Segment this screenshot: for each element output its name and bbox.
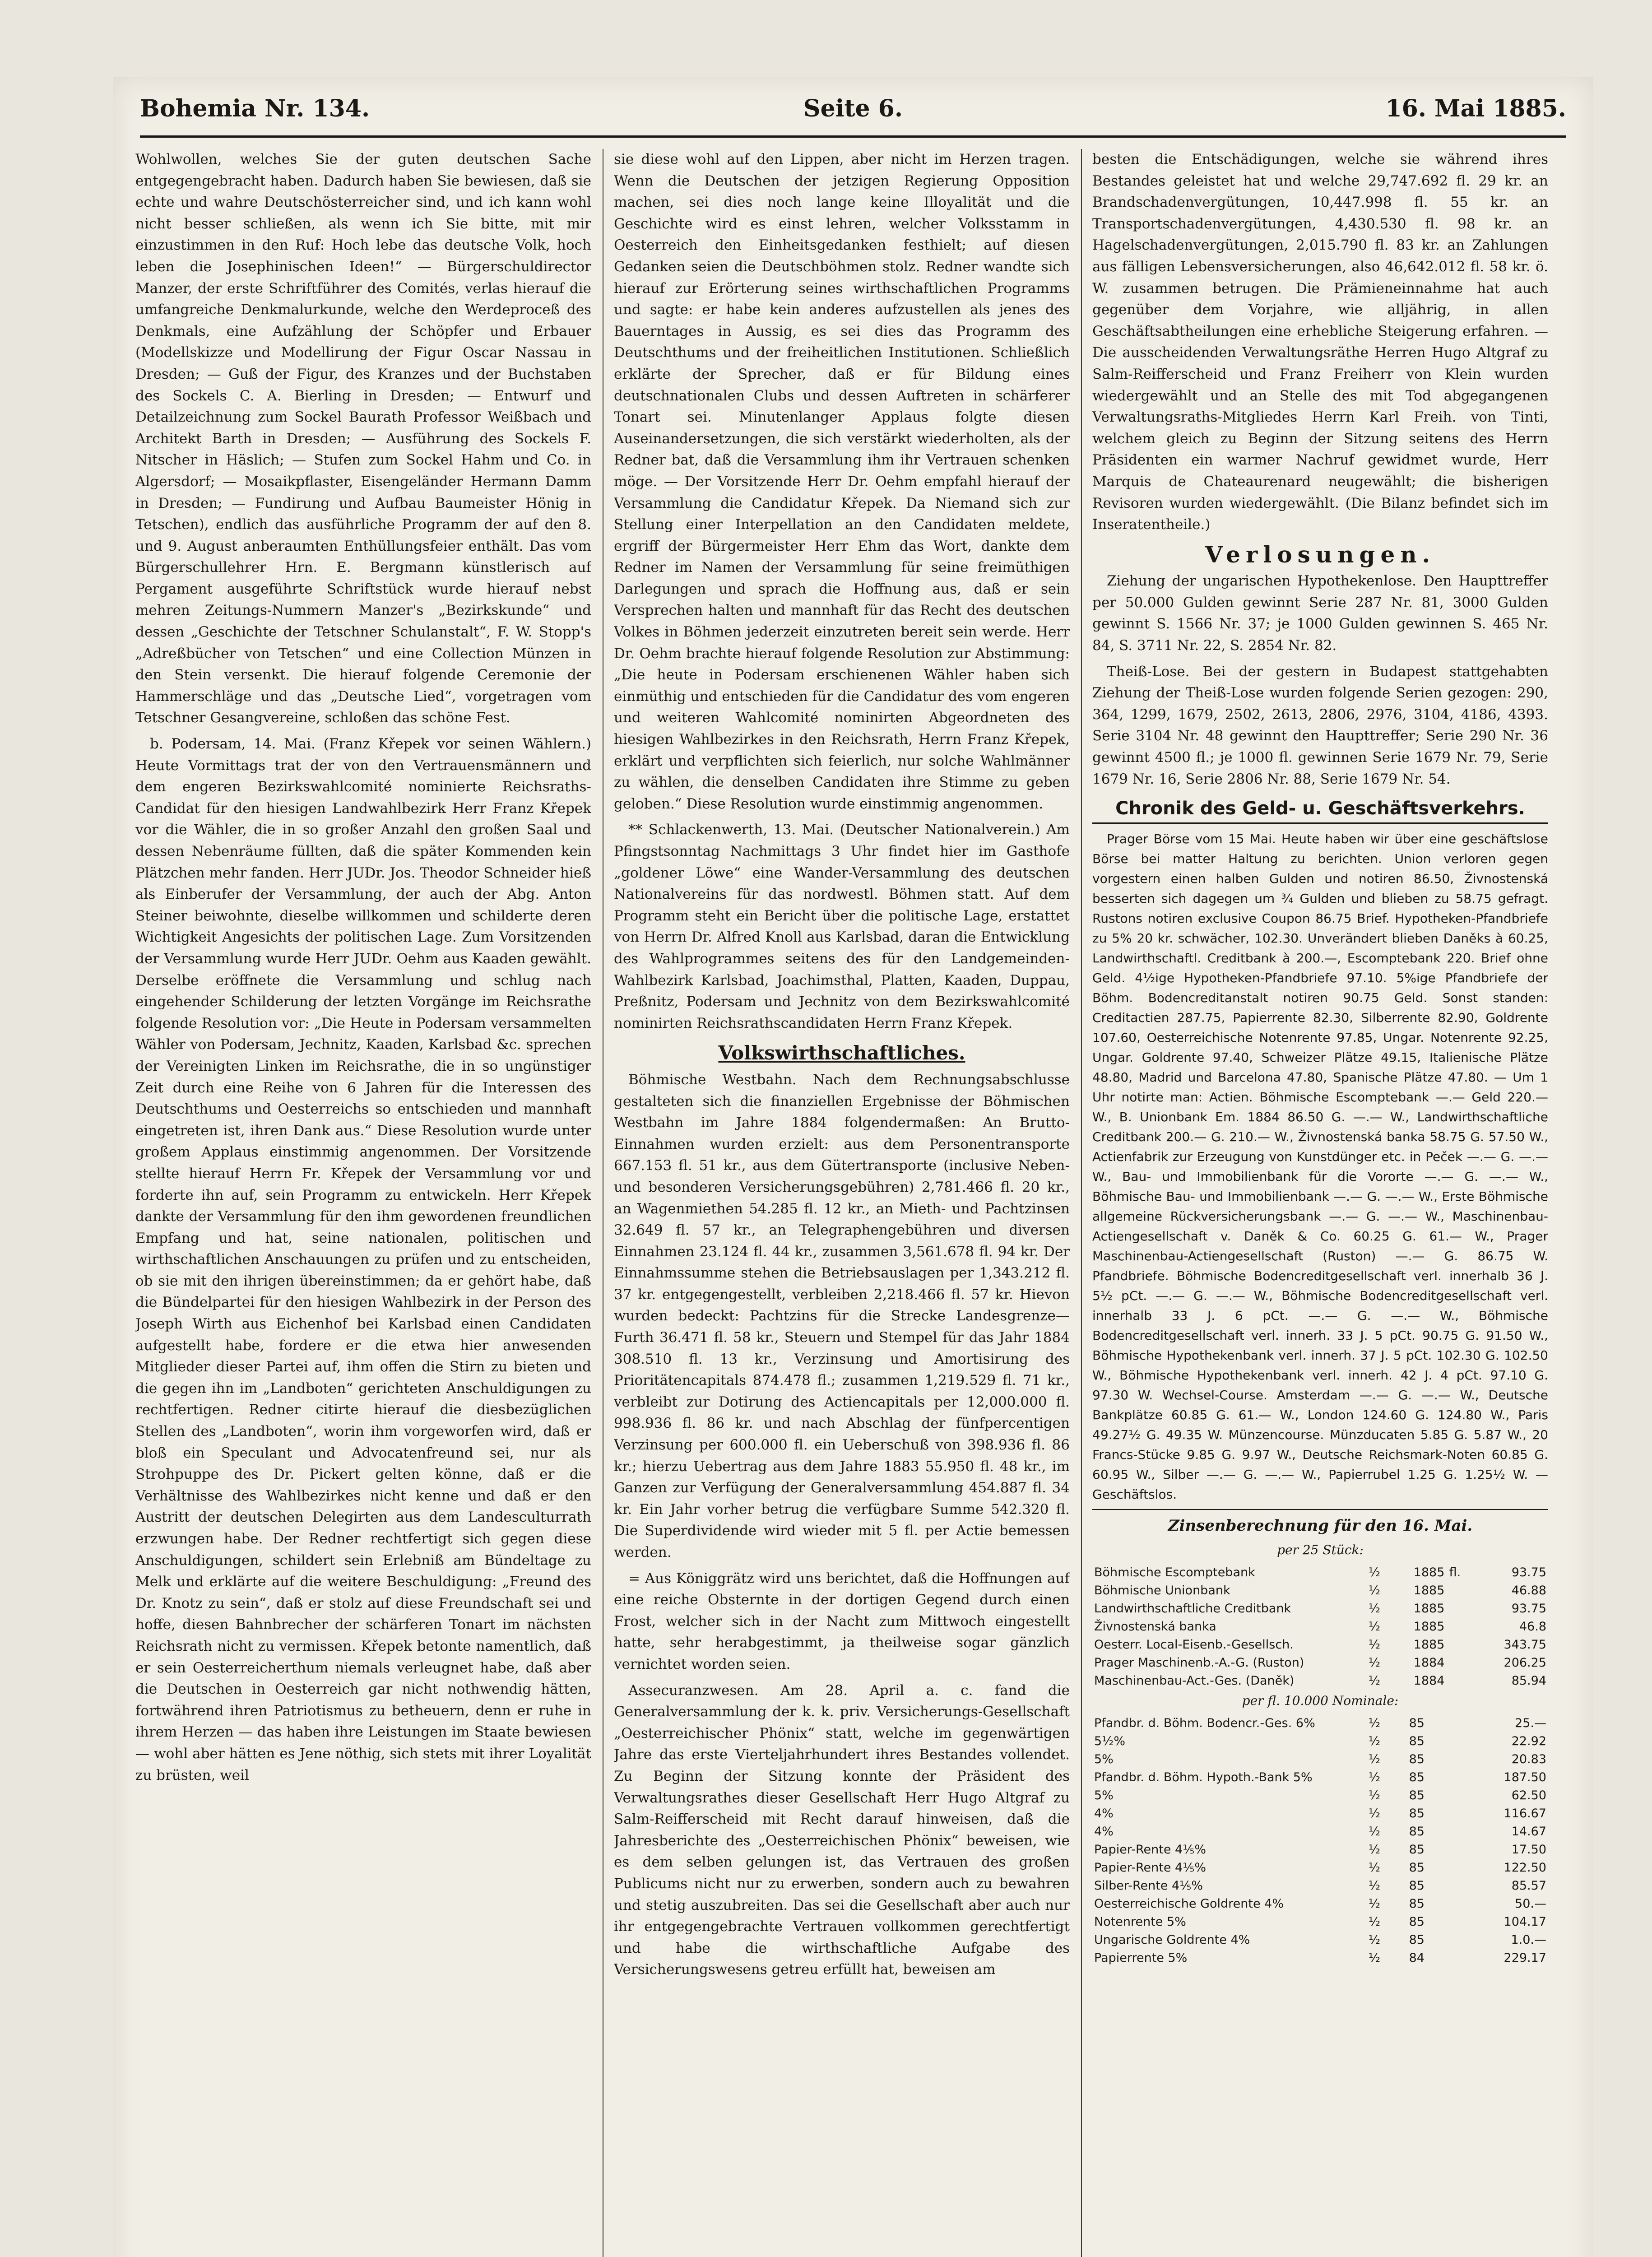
cell-cur	[1426, 1787, 1443, 1805]
cell-frac: ½	[1368, 1602, 1381, 1616]
cell-frac: ½	[1368, 1788, 1381, 1802]
table-row	[1092, 1787, 1548, 1805]
article-paragraph: b. Podersam, 14. Mai. (Franz Křepek vor seinen Wählern.) Heute Vormittags trat der von den Vertrauensmännern und dem engeren Bezirkswahlcomité nominierte Reichsraths-Candidat für den hiesigen Landwahlbezirk Herr Franz Křepek vor die Wähler, die in so großer Anzahl den großen Saal und dessen Nebenräume füllten, daß die später Kommenden kein Plätzchen mehr fanden. Herr JUDr. Jos. Theodor Schneider hieß als Einberufer der Versammlung, der auch der Abg. Anton Steiner beiwohnte, dieselbe willkommen und schilderte deren Wichtigkeit Angesichts der politischen Lage. Zum Vorsitzenden der Versammlung wurde Herr JUDr. Oehm aus Kaaden gewählt. Derselbe eröffnete die Versammlung und schlug nach eingehender Schilderung der letzten Vorgänge im Reichsrathe folgende Resolution vor: „Die Heute in Podersam versammelten Wähler von Podersam, Jechnitz, Kaaden, Karlsbad &c. sprechen der Vereinigten Linken im Reichsrathe, die in so ungünstiger Zeit durch eine Reihe von 6 Jahren für die Interessen des Deutschthums und Oesterreichs so entschieden und mannhaft eingetreten ist, ihren Dank aus.“ Diese Resolution wurde unter großem Applaus einstimmig angenommen. Der Vorsitzende stellte hierauf Herrn Fr. Křepek der Versammlung vor und forderte ihn auf, sein Programm zu entwickeln. Herr Křepek dankte der Versammlung für den ihm gewordenen freundlichen Empfang und hat, seine nationalen, politischen und wirthschaftlichen Anschauungen zu prüfen und zu entscheiden, ob sie mit den ihrigen übereinstimmen; da er gehört habe, daß die Bündelpartei für den hiesigen Wahlbezirk in der Person des Joseph Wirth aus Eichenhof bei Karlsbad einen Candidaten aufgestellt habe, fordere er die etwa hier anwesenden Mitglieder dieser Partei auf, ihm offen die Stirn zu bieten und die gegen ihn im „Landboten“ gerichteten Anschuldigungen zu rechtfertigen. Redner citirte hierauf die diesbezüglichen Stellen des „Landboten“, worin ihm vorgeworfen wird, daß er bloß ein Speculant und Advocatenfreund sei, nur als Strohpuppe des Dr. Pickert gelten könne, daß er die Verhältnisse des Wahlbezirkes nicht kenne und daß er den Austritt der deutschen Delegirten aus dem Landesculturrath erzwungen habe. Der Redner rechtfertigt sich gegen diese Anschuldigungen, schildert sein Erlebniß am Bündeltage zu Melk und erklärte auf die weitere Beschuldigung: „Freund des Dr. Knotz zu sein“, daß er stolz auf diese Freundschaft sei und hoffe, diesen Bahnbrecher der schärferen Tonart im nächsten Reichsrath nicht zu vermissen. Křepek betonte namentlich, daß er sein Oesterreicherthum niemals verleugnet habe, daß aber die Deutschen in Oesterreich gar nicht nothwendig hätten, fortwährend ihren Patriotismus zu betheuern, denn er ruhe in ihrem Herzen — das haben ihre Leistungen im Staate bewiesen — wohl aber hätten es Jene nöthig, sich stets mit ihrer Loyalität zu brüsten, weil	[135, 736, 591, 1783]
cell-year: 84	[1409, 1950, 1425, 1965]
cell-frac: ½	[1368, 1896, 1381, 1911]
cell-frac: ½	[1368, 1752, 1381, 1766]
page-number: Seite 6.	[803, 95, 903, 122]
cell-name: Ungarische Goldrente 4%	[1094, 1932, 1250, 1947]
cell-val: 206.25	[1504, 1656, 1546, 1670]
cell-val: 22.92	[1511, 1734, 1546, 1748]
cell-frac: ½	[1368, 1824, 1381, 1839]
cell-name: Oesterreichische Goldrente 4%	[1094, 1896, 1284, 1911]
article-paragraph: besten die Entschädigungen, welche sie während ihres Bestandes geleistet hat und welche 29,747.692 fl. 29 kr. an Brandschadenvergütungen, 10,447.998 fl. 55 kr. an Transportschadenvergütungen, 4,430.530 fl. 98 kr. an Hagelschadenvergütungen, 2,015.790 fl. 83 kr. an Zahlungen aus fälligen Lebensversicherungen, also 46,642.012 fl. 58 kr. ö. W. zusammen betrugen. Die Prämieneinnahme hat auch gegenüber dem Vorjahre, wie alljährig, in allen Geschäftsabtheilungen eine erhebliche Steigerung erfahren. — Die ausscheidenden Verwaltungsräthe Herren Hugo Altgraf zu Salm-Reifferscheid und Franz Freiherr von Klein wurden wiedergewählt und an Stelle des mit Tod abgegangenen Verwaltungsraths-Mitgliedes Herrn Karl Freih. von Tinti, welchem gleich zu Beginn der Sitzung seitens des Herrn Präsidenten ein warmer Nachruf gewidmet wurde, Herr Marquis de Chateaurenard neugewählt; die bisherigen Revisoren wurden wiedergewählt. (Die Bilanz befindet sich im Inseratentheile.)	[1092, 151, 1548, 533]
cell-name: 4%	[1094, 1824, 1114, 1839]
cell-val: 14.67	[1511, 1824, 1546, 1839]
article-paragraph: Assecuranzwesen. Am 28. April a. c. fand die Generalversammlung der k. k. priv. Versicherungs-Gesellschaft „Oesterreichischer Phönix“ statt, welche im gegenwärtigen Jahre das erste Vierteljahrhundert ihres Bestandes vollendet. Zu Beginn der Sitzung konnte der Präsident des Verwaltungsrathes dieser Gesellschaft Herr Hugo Altgraf zu Salm-Reifferscheid mit Recht darauf hinweisen, daß die Jahresberichte des „Oesterreichischen Phönix“ beweisen, wie es dem selben gelungen ist, das Vertrauen des großen Publicums nicht nur zu erwerben, sondern auch zu bewahren und stetig auszubreiten. Das sei die Gesellschaft aber auch nur ihr entgegengebrachte Vertrauen vollkommen gerechtfertigt und habe die wirthschaftliche Aufgabe des Versicherungswesens getreu erfüllt hat, beweisen am	[614, 1682, 1070, 1978]
cell-name: Prager Maschinenb.-A.-G. (Ruston)	[1094, 1656, 1304, 1670]
cell-val: 187.50	[1504, 1770, 1546, 1784]
cell-year: 85	[1409, 1716, 1425, 1730]
cell-val: 104.17	[1504, 1914, 1546, 1929]
cell-name: 5%	[1094, 1788, 1114, 1802]
table-row	[1092, 1823, 1548, 1841]
cell-year: 1885	[1413, 1584, 1445, 1598]
market-report: Prager Börse vom 15 Mai. Heute haben wir über eine geschäftslose Börse bei matter Haltung zu berichten. Union verloren gegen vorgestern einen halben Gulden und notiren 86.50, Živnostenská besserten sich dagegen um ¾ Gulden und blieben zu 58.75 gefragt. Rustons notiren exclusive Coupon 86.75 Brief. Hypotheken-Pfandbriefe zu 5% 20 kr. schwächer, 102.30. Unverändert blieben Daněks à 60.25, Landwirthschaftl. Creditbank à 200.—, Escomptebank 220. Brief ohne Geld. 4½ige Hypotheken-Pfandbriefe 97.10. 5%ige Pfandbriefe der Böhm. Bodencreditanstalt notiren 90.75 Geld. Sonst standen: Creditactien 287.75, Papierrente 82.30, Silberrente 82.90, Goldrente 107.60, Oesterreichische Notenrente 97.85, Ungar. Notenrente 92.25, Ungar. Goldrente 97.40, Schweizer Plätze 49.15, Italienische Plätze 48.80, Madrid und Barcelona 47.80, Spanische Plätze 47.80. — Um 1 Uhr notirte man: Actien. Böhmische Escomptebank —.— Geld 220.— W., B. Unionbank Em. 1884 86.50 G. —.— W., Landwirthschaftliche Creditbank 200.— G. 210.— W., Živnostenská banka 58.75 G. 57.50 W., Actienfabrik zur Erzeugung von Kunstdünger etc. in Peček —.— G. —.— W., Bau- und Immobilienbank für die Vororte —.— G. —.— W., Böhmische Bau- und Immobilienbank —.— G. —.— W., Erste Böhmische allgemeine Rückversicherungsbank —.— G. —.— W., Maschinenbau-Actiengesellschaft v. Daněk & Co. 60.25 G. 61.— W., Prager Maschinenbau-Actiengesellschaft (Ruston) —.— G. 86.75 W. Pfandbriefe. Böhmische Bodencreditgesellschaft verl. innerhalb 36 J. 5½ pCt. —.— G. —.— W., Böhmische Bodencreditgesellschaft verl. innerhalb 33 J. 6 pCt. —.— G. —.— W., Böhmische Bodencreditgesellschaft verl. innerh. 33 J. 5 pCt. 90.75 G. 91.50 W., Böhmische Hypothekenbank verl. innerh. 37 J. 5 pCt. 102.30 G. 102.50 W., Böhmische Hypothekenbank verl. innerh. 42 J. 4 pCt. 97.10 G. 97.30 W. Wechsel-Course. Amsterdam —.— G. —.— W., Deutsche Bankplätze 60.85 G. 61.— W., London 124.60 G. 124.80 W., Paris 49.27½ G. 49.35 W. Münzencourse. Münzducaten 5.85 G. 5.87 W., 20 Francs-Stücke 9.85 G. 9.97 W., Deutsche Reichsmark-Noten 60.85 G. 60.95 W., Silber —.— G. —.— W., Papierrubel 1.25 G. 1.25½ W. — Geschäftslos.	[1092, 831, 1548, 1502]
cell-cur	[1426, 1895, 1443, 1913]
cell-year: 1885	[1413, 1565, 1445, 1579]
table-row	[1092, 1913, 1548, 1931]
interest-table-shares	[1092, 1564, 1548, 1690]
cell-year: 85	[1409, 1860, 1425, 1875]
section-heading: Volkswirthschaftliches.	[718, 1042, 965, 1064]
table-row	[1092, 1600, 1548, 1618]
table-row	[1092, 1805, 1548, 1823]
cell-frac: ½	[1368, 1770, 1381, 1784]
table-row	[1092, 1582, 1548, 1600]
cell-cur	[1426, 1732, 1443, 1751]
table-row	[1092, 1949, 1548, 1967]
cell-name: Böhmische Escomptebank	[1094, 1565, 1255, 1579]
table-row	[1092, 1714, 1548, 1732]
cell-val: 116.67	[1504, 1806, 1546, 1820]
cell-val: 229.17	[1504, 1950, 1546, 1965]
column-divider	[1081, 149, 1082, 2257]
cell-cur	[1426, 1769, 1443, 1787]
cell-val: 1.0.—	[1511, 1932, 1546, 1947]
cell-year: 85	[1409, 1806, 1425, 1820]
cell-name: Živnostenská banka	[1094, 1620, 1216, 1634]
cell-name: Böhmische Unionbank	[1094, 1584, 1230, 1598]
cell-cur	[1426, 1877, 1443, 1895]
cell-frac: ½	[1368, 1914, 1381, 1929]
cell-year: 85	[1409, 1788, 1425, 1802]
cell-year: 85	[1409, 1734, 1425, 1748]
issue-date: 16. Mai 1885.	[1385, 95, 1566, 122]
cell-val: 46.88	[1511, 1584, 1546, 1598]
article-paragraph: Böhmische Westbahn. Nach dem Rechnungsabschlusse gestalteten sich die finanziellen Ergebnisse der Böhmischen Westbahn im Jahre 1884 folgendermaßen: An Brutto-Einnahmen wurden erzielt: aus dem Personentransporte 667.153 fl. 51 kr., aus dem Gütertransporte (inclusive Neben- und besonderen Versicherungsgebühren) 2,781.466 fl. 20 kr., an Wagenmiethen 54.285 fl. 12 kr., an Mieth- und Pachtzinsen 32.649 fl. 57 kr., an Telegraphengebühren und diversen Einnahmen 23.124 fl. 44 kr., zusammen 3,561.678 fl. 94 kr. Der Einnahmssumme stehen die Betriebsauslagen per 1,343.212 fl. 37 kr. entgegengestellt, verbleiben 2,218.466 fl. 57 kr. Hievon wurden bedeckt: Pachtzins für die Strecke Landesgrenze—Furth 36.471 fl. 58 kr., Steuern und Stempel für das Jahr 1884 308.510 fl. 13 kr., Verzinsung und Amortisirung des Prioritätencapitals 874.478 fl.; zusammen 1,219.529 fl. 71 kr., verbleibt zur Dotirung des Actiencapitals per 12,000.000 fl. 998.936 fl. 86 kr. und nach Abschlag der fünfpercentigen Verzinsung per 600.000 fl. ein Ueberschuß von 398.936 fl. 86 kr.; hierzu Uebertrag aus dem Jahre 1883 55.950 fl. 48 kr., im Ganzen zur Verfügung der Generalversammlung 454.887 fl. 34 kr. Ein Jahr vorher betrug die verfügbare Summe 542.320 fl. Die Superdividende wird wieder mit 5 fl. per Actie bemessen werden.	[614, 1071, 1070, 1560]
cell-cur	[1446, 1654, 1463, 1672]
cell-name: Papierrente 5%	[1094, 1950, 1188, 1965]
column-3	[1092, 149, 1548, 2257]
interest-table-subtitle: per fl. 10.000 Nominale:	[1242, 1693, 1399, 1708]
article-paragraph: ** Schlackenwerth, 13. Mai. (Deutscher Nationalverein.) Am Pfingstsonntag Nachmittags 3 Uhr findet hier im Gasthofe „goldener Löwe“ eine Wander-Versammlung des deutschen Nationalvereins für das nordwestl. Böhmen statt. Auf dem Programm steht ein Bericht über die politische Lage, erstattet von Herrn Dr. Alfred Knoll aus Karlsbad, daran die Entwicklung des Wahlprogrammes seitens des für den Landgemeinden-Wahlbezirk Karlsbad, Joachimsthal, Platten, Kaaden, Duppau, Preßnitz, Podersam und Jechnitz von dem Bezirkswahlcomité nominirten Reichsrathscandidaten Herrn Franz Křepek.	[614, 822, 1070, 1031]
table-row	[1092, 1654, 1548, 1672]
interest-table-subtitle: per 25 Stück:	[1277, 1542, 1364, 1558]
cell-year: 85	[1409, 1752, 1425, 1766]
cell-val: 25.—	[1515, 1716, 1546, 1730]
cell-year: 85	[1409, 1878, 1425, 1893]
table-row	[1092, 1877, 1548, 1895]
cell-frac: ½	[1368, 1842, 1381, 1857]
cell-frac: ½	[1368, 1674, 1381, 1688]
cell-frac: ½	[1368, 1950, 1381, 1965]
cell-cur	[1426, 1949, 1443, 1967]
column-2	[614, 149, 1070, 2257]
table-row	[1092, 1895, 1548, 1913]
column-1	[135, 149, 591, 2257]
cell-year: 1884	[1413, 1674, 1445, 1688]
table-row	[1092, 1931, 1548, 1949]
article-paragraph: Wohlwollen, welches Sie der guten deutschen Sache entgegengebracht haben. Dadurch haben Sie bewiesen, daß sie echte und wahre Deutschösterreicher sind, und ich kann wohl nicht besser schließen, als wenn ich Sie bitte, mit mir einzustimmen in den Ruf: Hoch lebe das deutsche Volk, hoch leben die Josephinischen Ideen!“ — Bürgerschuldirector Manzer, der erste Schriftführer des Comités, verlas hierauf die umfangreiche Denkmalurkunde, welche den Werdeproceß des Denkmals, eine Aufzählung der Schöpfer und Erbauer (Modellskizze und Modellirung der Figur Oscar Nassau in Dresden; — Guß der Figur, des Kranzes und der Buchstaben des Sockels C. A. Bierling in Dresden; — Entwurf und Detailzeichnung zum Sockel Baurath Professor Weißbach und Architekt Barth in Dresden; — Ausführung des Sockels F. Nitscher in Häslich; — Stufen zum Sockel Hahm und Co. in Algersdorf; — Mosaikpflaster, Eisengeländer Hermann Damm in Dresden; — Fundirung und Aufbau Baumeister Hönig in Tetschen), endlich das ausführliche Programm der auf den 8. und 9. August anberaumten Enthüllungsfeier enthält. Das vom Bürgerschullehrer Hrn. E. Bergmann künstlerisch auf Pergament ausgeführte Schriftstück wurde hierauf nebst mehren Zeitungs-Nummern Manzer's „Bezirkskunde“ und dessen „Geschichte der Tetschner Schulanstalt“, F. W. Stopp's „Adreßbücher von Tetschen“ und eine Collection Münzen in den Stein versenkt. Die hierauf folgende Ceremonie der Hammerschläge und das „Deutsche Lied“, vorgetragen vom Tetschner Gesangvereine, schloßen das schöne Fest.	[135, 151, 591, 726]
cell-cur	[1446, 1618, 1463, 1636]
cell-year: 85	[1409, 1932, 1425, 1947]
table-row	[1092, 1564, 1548, 1582]
table-row	[1092, 1859, 1548, 1877]
cell-cur	[1446, 1672, 1463, 1690]
interest-table-bonds	[1092, 1714, 1548, 1967]
cell-cur	[1446, 1582, 1463, 1600]
cell-name: Papier-Rente 4⅕%	[1094, 1860, 1207, 1875]
cell-cur	[1426, 1931, 1443, 1949]
cell-val: 62.50	[1511, 1788, 1546, 1802]
cell-name: Maschinenbau-Act.-Ges. (Daněk)	[1094, 1674, 1295, 1688]
table-row	[1092, 1841, 1548, 1859]
cell-cur: fl.	[1449, 1565, 1461, 1579]
cell-frac: ½	[1368, 1878, 1381, 1893]
cell-val: 20.83	[1511, 1752, 1546, 1766]
cell-cur	[1426, 1841, 1443, 1859]
cell-name: 5½%	[1094, 1734, 1126, 1748]
cell-year: 85	[1409, 1770, 1425, 1784]
cell-val: 50.—	[1515, 1896, 1546, 1911]
section-heading: Verlosungen.	[1205, 541, 1436, 568]
cell-year: 85	[1409, 1824, 1425, 1839]
cell-year: 85	[1409, 1914, 1425, 1929]
cell-val: 93.75	[1511, 1602, 1546, 1616]
table-row	[1092, 1751, 1548, 1769]
header-rule	[140, 135, 1566, 138]
table-row	[1092, 1672, 1548, 1690]
divider	[1092, 1509, 1548, 1510]
interest-table-title: Zinsenberechnung für den 16. Mai.	[1168, 1516, 1473, 1535]
cell-cur	[1426, 1805, 1443, 1823]
cell-cur	[1426, 1714, 1443, 1732]
cell-name: Oesterr. Local-Eisenb.-Gesellsch.	[1094, 1638, 1294, 1652]
cell-name: 5%	[1094, 1752, 1114, 1766]
cell-val: 85.94	[1511, 1674, 1546, 1688]
cell-val: 46.8	[1519, 1620, 1546, 1634]
cell-frac: ½	[1368, 1584, 1381, 1598]
cell-name: Silber-Rente 4⅕%	[1094, 1878, 1203, 1893]
cell-year: 85	[1409, 1842, 1425, 1857]
cell-cur	[1446, 1636, 1463, 1654]
cell-val: 93.75	[1511, 1565, 1546, 1579]
cell-name: Notenrente 5%	[1094, 1914, 1186, 1929]
cell-frac: ½	[1368, 1932, 1381, 1947]
cell-frac: ½	[1368, 1860, 1381, 1875]
cell-name: Pfandbr. d. Böhm. Hypoth.-Bank 5%	[1094, 1770, 1313, 1784]
cell-val: 343.75	[1504, 1638, 1546, 1652]
table-row	[1092, 1618, 1548, 1636]
cell-frac: ½	[1368, 1620, 1381, 1634]
cell-name: Pfandbr. d. Böhm. Bodencr.-Ges. 6%	[1094, 1716, 1315, 1730]
article-paragraph: = Aus Königgrätz wird uns berichtet, daß die Hoffnungen auf eine reiche Obsternte in der dortigen Gegend durch einen Frost, welcher sich in der Nacht zum Mittwoch eingestellt hatte, sehr herabgestimmt, ja theilweise sogar gänzlich vernichtet worden seien.	[614, 1570, 1070, 1672]
cell-val: 85.57	[1511, 1878, 1546, 1893]
cell-frac: ½	[1368, 1638, 1381, 1652]
section-heading: Chronik des Geld- u. Geschäftsverkehrs.	[1092, 798, 1548, 824]
cell-cur	[1446, 1600, 1463, 1618]
cell-year: 85	[1409, 1896, 1425, 1911]
cell-cur	[1426, 1823, 1443, 1841]
cell-cur	[1426, 1859, 1443, 1877]
table-row	[1092, 1732, 1548, 1751]
cell-cur	[1426, 1913, 1443, 1931]
cell-frac: ½	[1368, 1734, 1381, 1748]
masthead-issue: Bohemia Nr. 134.	[140, 95, 370, 122]
page-header	[140, 95, 1566, 135]
cell-frac: ½	[1368, 1656, 1381, 1670]
cell-val: 17.50	[1511, 1842, 1546, 1857]
lottery-paragraph: Ziehung der ungarischen Hypothekenlose. Den Haupttreffer per 50.000 Gulden gewinnt Serie 287 Nr. 81, 3000 Gulden gewinnt S. 1566 Nr. 37; je 1000 Gulden gewinnen S. 465 Nr. 84, S. 3711 Nr. 22, S. 2854 Nr. 82.	[1092, 573, 1548, 654]
cell-cur	[1426, 1751, 1443, 1769]
table-row	[1092, 1769, 1548, 1787]
cell-name: 4%	[1094, 1806, 1114, 1820]
cell-year: 1885	[1413, 1638, 1445, 1652]
cell-year: 1884	[1413, 1656, 1445, 1670]
cell-val: 122.50	[1504, 1860, 1546, 1875]
cell-frac: ½	[1368, 1565, 1381, 1579]
article-paragraph: sie diese wohl auf den Lippen, aber nicht im Herzen tragen. Wenn die Deutschen der jetzigen Regierung Opposition machen, sei dies noch lange keine Illoyalität und die Geschichte wird es einst lehren, welcher Volksstamm in Oesterreich den Einheitsgedanken festhielt; auf diesen Gedanken seien die Deutschböhmen stolz. Redner wandte sich hierauf zur Erörterung seines wirthschaftlichen Programms und sagte: er habe kein anderes aufzustellen als jenes des Bauerntages in Aussig, es sei dies das Programm des Deutschthums und der freiheitlichen Institutionen. Schließlich erklärte der Sprecher, daß er für Bildung eines deutschnationalen Clubs und dessen Auftreten in schärferer Tonart sei. Minutenlanger Applaus folgte diesen Auseinandersetzungen, die sich verstärkt wiederholten, als der Redner bat, daß die Versammlung ihm ihr Vertrauen schenken möge. — Der Vorsitzende Herr Dr. Oehm empfahl hierauf der Versammlung die Candidatur Křepek. Da Niemand sich zur Stellung einer Interpellation an den Candidaten meldete, ergriff der Bürgermeister Herr Ehm das Wort, dankte dem Redner im Namen der Versammlung für seine freimüthigen Darlegungen und sprach die Hoffnung aus, daß er sein Versprechen halten und mannhaft für das Recht des deutschen Volkes in Böhmen jederzeit einzutreten bereit sein werde. Herr Dr. Oehm brachte hierauf folgende Resolution zur Abstimmung: „Die heute in Podersam erschienenen Wähler haben sich einmüthig und entschieden für die Candidatur des vom engeren und weiteren Wahlcomité nominirten Abgeordneten des hiesigen Wahlbezirkes in den Reichsrath, Herrn Franz Křepek, erklärt und verpflichten sich feierlich, nur solche Wahlmänner zu wählen, die denselben Candidaten ihre Stimme zu geben geloben.“ Diese Resolution wurde einstimmig angenommen.	[614, 151, 1070, 812]
cell-year: 1885	[1413, 1602, 1445, 1616]
cell-name: Landwirthschaftliche Creditbank	[1094, 1602, 1291, 1616]
cell-frac: ½	[1368, 1806, 1381, 1820]
cell-frac: ½	[1368, 1716, 1381, 1730]
cell-name: Papier-Rente 4⅕%	[1094, 1842, 1207, 1857]
cell-year: 1885	[1413, 1620, 1445, 1634]
newspaper-page	[113, 77, 1593, 2257]
lottery-paragraph: Theiß-Lose. Bei der gestern in Budapest stattgehabten Ziehung der Theiß-Lose wurden folgende Serien gezogen: 290, 364, 1299, 1679, 2502, 2613, 2806, 2976, 3104, 4186, 4393. Serie 3104 Nr. 48 gewinnt den Haupttreffer; Serie 290 Nr. 36 gewinnt 4500 fl.; je 1000 fl. gewinnen Serie 1679 Nr. 79, Serie 1679 Nr. 16, Serie 2806 Nr. 88, Serie 1679 Nr. 54.	[1092, 663, 1548, 787]
table-row	[1092, 1636, 1548, 1654]
